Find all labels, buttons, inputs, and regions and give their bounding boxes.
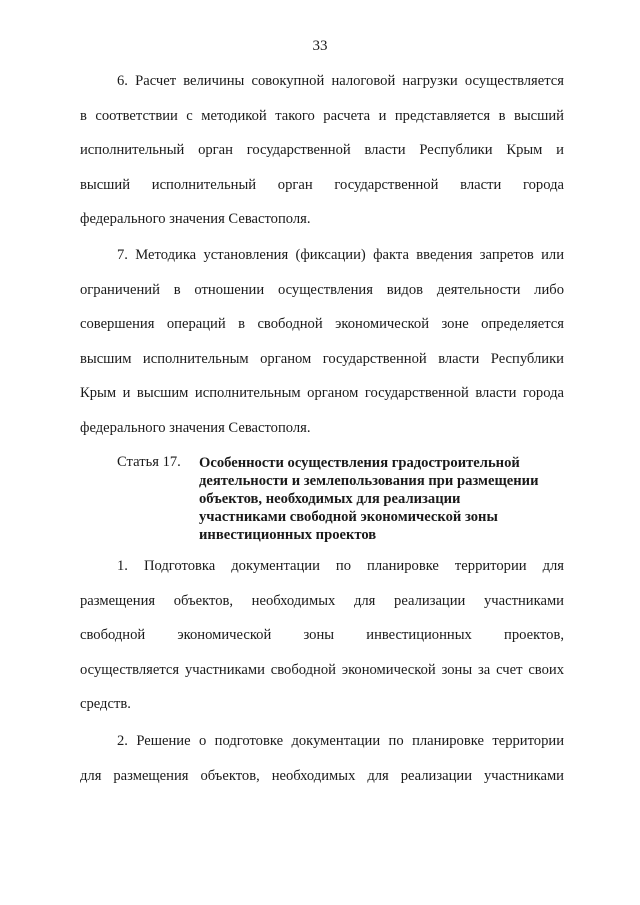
article-title-line: Особенности осуществления градостроительной xyxy=(199,455,520,471)
paragraph-line: ограничений в отношении осуществления видов деятельности либо xyxy=(80,281,564,298)
paragraph-line: средств. xyxy=(80,696,131,712)
article-title-line: инвестиционных проектов xyxy=(199,527,377,543)
article-title xyxy=(199,454,564,544)
article-paragraph-2 xyxy=(80,724,564,793)
article-title-line: участниками свободной экономической зоны xyxy=(199,509,498,525)
article-paragraph-1 xyxy=(80,549,564,722)
paragraph-line: для размещения объектов, необходимых для реализации участниками xyxy=(80,767,564,784)
article-label: Статья 17. xyxy=(117,454,181,470)
paragraph-line: осуществляется участниками свободной экономической зоны за счет своих xyxy=(80,661,564,678)
paragraph-line: размещения объектов, необходимых для реализации участниками xyxy=(80,592,564,609)
paragraph-line: Крым и высшим исполнительным органом государственной власти города xyxy=(80,385,564,401)
article-title-line: объектов, необходимых для реализации xyxy=(199,491,461,507)
paragraph-line: высший исполнительный орган государственной власти города xyxy=(80,176,564,193)
paragraph-line: 2. Решение о подготовке документации по планировке территории xyxy=(117,733,564,749)
paragraph-line: высшим исполнительным органом государственной власти Республики xyxy=(80,350,564,367)
paragraph-line: 1. Подготовка документации по планировке территории для xyxy=(117,558,564,574)
paragraph-line: исполнительный орган государственной власти Республики Крым и xyxy=(80,142,564,158)
paragraph-6 xyxy=(80,64,564,237)
paragraph-line: федерального значения Севастополя. xyxy=(80,419,311,436)
paragraph-7 xyxy=(80,238,564,445)
paragraph-line: 6. Расчет величины совокупной налоговой нагрузки осуществляется xyxy=(117,73,564,89)
paragraph-line: свободной экономической зоны инвестиционных проектов, xyxy=(80,627,564,643)
article-title-line: деятельности и землепользования при размещении xyxy=(199,473,539,489)
paragraph-line: 7. Методика установления (фиксации) факта введения запретов или xyxy=(117,247,564,263)
paragraph-line: совершения операций в свободной экономической зоне определяется xyxy=(80,316,564,332)
paragraph-line: в соответствии с методикой такого расчета и представляется в высший xyxy=(80,107,564,124)
page-number: 33 xyxy=(312,38,328,54)
paragraph-line: федерального значения Севастополя. xyxy=(80,211,311,227)
